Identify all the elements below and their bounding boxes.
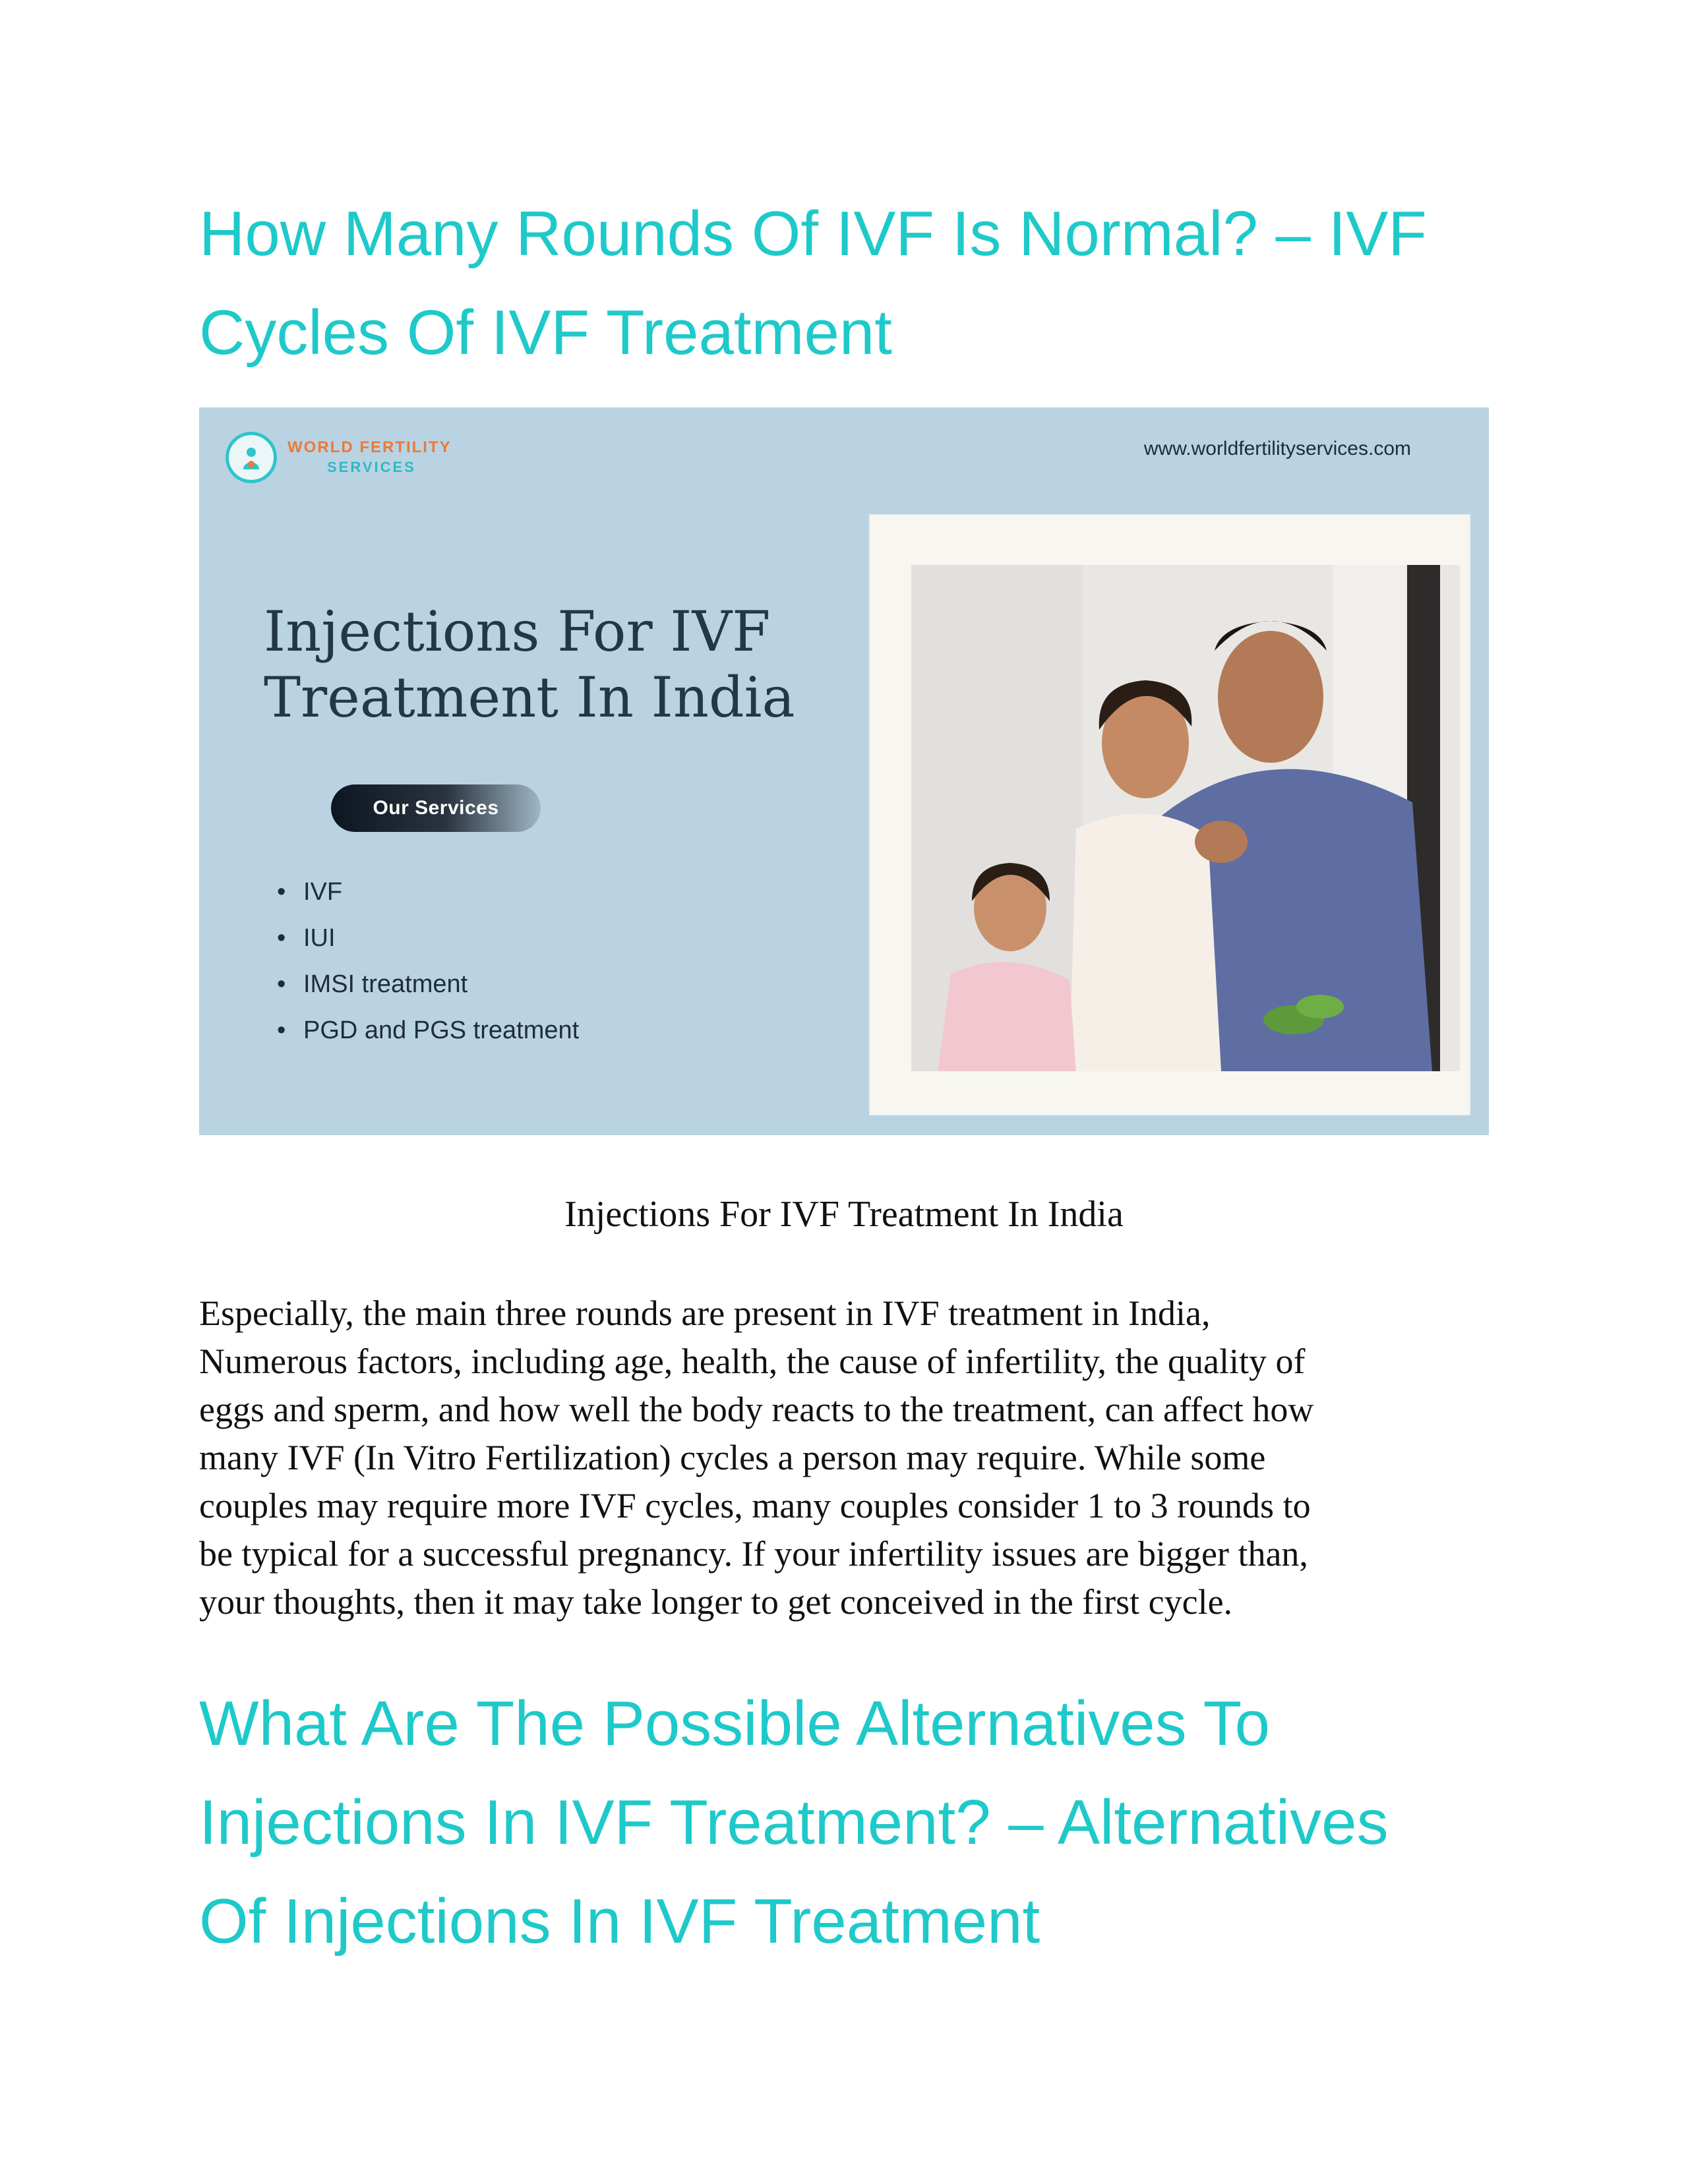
heading-line: How Many Rounds Of IVF Is Normal? – IVF [199,198,1427,269]
heading-line: What Are The Possible Alternatives To [199,1688,1270,1759]
banner-title-line: Treatment In India [264,665,795,730]
logo-name-line2: SERVICES [327,459,416,475]
our-services-badge: Our Services [331,784,541,832]
heading-line: Injections In IVF Treatment? – Alternatives [199,1787,1389,1858]
website-url: www.worldfertilityservices.com [1143,438,1411,459]
banner-title [264,599,831,730]
article-banner-image [199,407,1489,1135]
family-photo-frame [870,516,1469,1114]
service-item: • IMSI treatment [277,961,579,1007]
service-item: • IVF [277,869,579,915]
paragraph-line: Numerous factors, including age, health, the cause of infertility, the quality of [199,1342,1306,1381]
family-photo [911,565,1460,1071]
heading-line: Of Injections In IVF Treatment [199,1886,1040,1957]
service-item: • PGD and PGS treatment [277,1007,579,1053]
image-caption: Injections For IVF Treatment In India [564,1194,1124,1235]
heading-line: Cycles Of IVF Treatment [199,297,892,368]
fertility-logo-icon [226,432,277,483]
paragraph-line: Especially, the main three rounds are present in IVF treatment in India, [199,1293,1211,1333]
paragraph-line: many IVF (In Vitro Fertilization) cycles a person may require. While some [199,1438,1266,1477]
services-list [277,869,579,1053]
body-paragraph [199,1289,1492,1626]
paragraph-line: be typical for a successful pregnancy. If your infertility issues are bigger than, [199,1534,1308,1574]
brand-logo [226,431,452,484]
logo-name-line1: WORLD FERTILITY [287,438,452,456]
paragraph-line: eggs and sperm, and how well the body reacts to the treatment, can affect how [199,1390,1314,1429]
section-heading-alternatives [199,1674,1505,1971]
section-heading-ivf-rounds [199,185,1505,382]
paragraph-line: couples may require more IVF cycles, many couples consider 1 to 3 rounds to [199,1486,1311,1525]
banner-title-line: Injections For IVF [264,599,771,664]
paragraph-line: your thoughts, then it may take longer to get conceived in the first cycle. [199,1582,1233,1622]
service-item: • IUI [277,915,579,961]
